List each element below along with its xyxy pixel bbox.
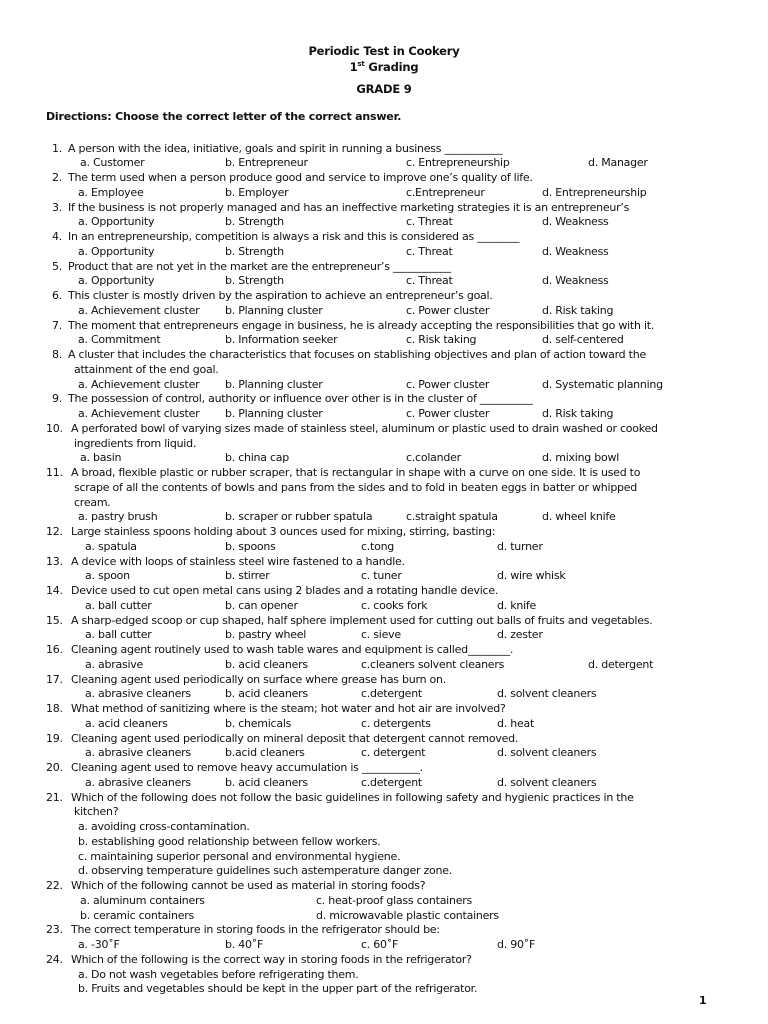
answer-option: c. Threat	[406, 244, 453, 258]
answer-option: a. abrasive cleaners	[85, 746, 191, 760]
answer-option: d. Risk taking	[542, 303, 614, 317]
question-text: Which of the following cannot be used as material in storing foods?	[71, 879, 426, 892]
answer-option: a. Opportunity	[78, 215, 155, 229]
answer-option: c. Power cluster	[406, 303, 490, 317]
question-text: The moment that entrepreneurs engage in business, he is already accepting the responsibilities that go with it.	[68, 318, 655, 332]
answer-option: b. spoons	[225, 539, 276, 553]
answer-option: a. basin	[80, 451, 122, 465]
answer-option: c. 60˚F	[361, 938, 399, 951]
question-number: 14.	[46, 584, 63, 597]
answer-option: d. 90˚F	[497, 938, 536, 951]
answer-option: d. observing temperature guidelines such astemperature danger zone.	[78, 864, 452, 878]
answer-option: b. acid cleaners	[225, 657, 308, 671]
question-text: A broad, flexible plastic or rubber scraper, that is rectangular in shape with a curve on one side. It is used to	[71, 466, 641, 479]
answer-option: d. Manager	[588, 156, 648, 170]
answer-option: c.Entrepreneur	[406, 185, 485, 199]
answer-option: c.detergent	[361, 775, 422, 789]
answer-option: d. heat	[497, 716, 535, 730]
question-text: Cleaning agent used periodically on surface where grease has burn on.	[71, 672, 446, 686]
answer-option: b. chemicals	[225, 716, 292, 730]
answer-option: c. Power cluster	[406, 377, 490, 391]
answer-option: b. acid cleaners	[225, 687, 308, 701]
answer-option: d. solvent cleaners	[497, 687, 597, 701]
question-text: Large stainless spoons holding about 3 ounces used for mixing, stirring, basting:	[71, 525, 496, 538]
answer-option: c. Threat	[406, 274, 453, 288]
answer-option: d. self-centered	[542, 333, 624, 347]
answer-option: b. Fruits and vegetables should be kept in the upper part of the refrigerator.	[78, 982, 478, 996]
question-number: 10.	[46, 421, 63, 435]
question-text: cream.	[74, 495, 111, 509]
answer-option: c.colander	[406, 451, 461, 465]
question-number: 24.	[46, 952, 63, 966]
answer-option: b. Strength	[225, 244, 284, 258]
answer-option: d. solvent cleaners	[497, 746, 597, 760]
answer-option: b. china cap	[225, 451, 290, 465]
answer-option: a. Achievement cluster	[78, 407, 200, 420]
answer-option: a. pastry brush	[78, 510, 158, 524]
question-number: 18.	[46, 702, 63, 715]
answer-option: a. Achievement cluster	[78, 303, 200, 317]
answer-option: a. ball cutter	[85, 598, 152, 612]
question-text: Cleaning agent used to remove heavy accumulation is ___________.	[71, 761, 423, 774]
answer-option: a. ball cutter	[85, 628, 152, 642]
answer-option: c. Power cluster	[406, 407, 490, 420]
question-text: Cleaning agent routinely used to wash table wares and equipment is called________.	[71, 643, 514, 656]
question-text: This cluster is mostly driven by the aspiration to achieve an entrepreneur’s goal.	[68, 289, 493, 302]
answer-option: a. Achievement cluster	[78, 377, 200, 391]
answer-option: d. mixing bowl	[542, 451, 620, 465]
answer-option: a. Employee	[78, 185, 144, 199]
answer-option: c. maintaining superior personal and environmental hygiene.	[78, 849, 401, 863]
answer-option: d. knife	[497, 598, 537, 612]
answer-option: c. sieve	[361, 628, 401, 642]
answer-option: a. spoon	[85, 569, 130, 583]
answer-option: b. scraper or rubber spatula	[225, 510, 373, 524]
answer-option: b. Planning cluster	[225, 377, 323, 391]
answer-option: a. Opportunity	[78, 274, 155, 288]
question-number: 21.	[46, 790, 63, 804]
question-number: 11.	[46, 466, 63, 479]
answer-option: d. wire whisk	[497, 569, 566, 583]
grading-ordinal: st	[357, 60, 365, 69]
answer-option: c.detergent	[361, 687, 422, 701]
answer-option: d. turner	[497, 539, 543, 553]
answer-option: a. Do not wash vegetables before refrigerating them.	[78, 967, 359, 981]
answer-option: b. Strength	[225, 274, 284, 288]
question-number: 19.	[46, 731, 63, 745]
answer-option: b. stirrer	[225, 569, 270, 583]
answer-option: b. Employer	[225, 185, 289, 199]
question-text: A cluster that includes the characteristics that focuses on stablishing objectives and plan of action toward the	[68, 348, 646, 361]
question-number: 12.	[46, 525, 63, 538]
answer-option: b. Planning cluster	[225, 407, 323, 420]
question-number: 22.	[46, 879, 63, 892]
question-number: 4.	[52, 230, 62, 243]
answer-option: b. acid cleaners	[225, 775, 308, 789]
question-text: The correct temperature in storing foods in the refrigerator should be:	[71, 923, 440, 937]
question-number: 2.	[52, 171, 62, 184]
answer-option: b. 40˚F	[225, 938, 264, 951]
answer-option: c. tuner	[361, 569, 402, 583]
question-text: Product that are not yet in the market are the entrepreneur’s ___________	[68, 259, 451, 273]
question-number: 23.	[46, 923, 63, 937]
question-number: 8.	[52, 348, 62, 361]
question-text: attainment of the end goal.	[74, 362, 219, 376]
question-text: In an entrepreneurship, competition is always a risk and this is considered as ________	[68, 230, 520, 243]
question-number: 5.	[52, 259, 62, 273]
page-number: 1	[699, 994, 707, 1007]
question-text: scrape of all the contents of bowls and pans from the sides and to fold in beaten eggs in batter or whipped	[74, 480, 638, 494]
answer-option: c. Entrepreneurship	[406, 156, 510, 170]
answer-option: b. Information seeker	[225, 333, 338, 347]
answer-option: a. spatula	[85, 539, 137, 553]
answer-option: d. Systematic planning	[542, 377, 663, 391]
answer-option: b. ceramic containers	[80, 908, 194, 922]
answer-option: d. microwavable plastic containers	[316, 908, 499, 922]
grading-word: Grading	[368, 60, 419, 74]
answer-option: d. Weakness	[542, 215, 609, 229]
answer-option: a. -30˚F	[78, 938, 120, 951]
answer-option: c.cleaners solvent cleaners	[361, 657, 505, 671]
question-text: A device with loops of stainless steel wire fastened to a handle.	[71, 554, 405, 568]
grading-number: 1	[349, 60, 358, 74]
answer-option: b. establishing good relationship between fellow workers.	[78, 834, 381, 848]
question-text: Which of the following is the correct way in storing foods in the refrigerator?	[71, 952, 472, 966]
question-text: ingredients from liquid.	[74, 436, 197, 450]
answer-option: b.acid cleaners	[225, 746, 305, 760]
grade-label: GRADE 9	[356, 82, 412, 96]
answer-option: c. heat-proof glass containers	[316, 893, 472, 907]
question-text: The possession of control, authority or influence over other is in the cluster of __________	[68, 392, 533, 406]
answer-option: c. Risk taking	[406, 333, 477, 347]
question-text: Cleaning agent used periodically on mineral deposit that detergent cannot removed.	[71, 731, 519, 745]
question-text: Which of the following does not follow the basic guidelines in following safety and hygienic practices in the	[71, 790, 634, 804]
question-text: A perforated bowl of varying sizes made of stainless steel, aluminum or plastic used to drain washed or cooked	[71, 421, 658, 435]
question-number: 6.	[52, 289, 62, 302]
answer-option: c. Threat	[406, 215, 453, 229]
answer-option: d. Entrepreneurship	[542, 185, 647, 199]
question-text: Device used to cut open metal cans using 2 blades and a rotating handle device.	[71, 584, 499, 597]
answer-option: d. Weakness	[542, 244, 609, 258]
answer-option: c. cooks fork	[361, 598, 428, 612]
answer-option: c. detergents	[361, 716, 431, 730]
question-number: 17.	[46, 672, 63, 686]
question-number: 1.	[52, 141, 62, 155]
answer-option: a. acid cleaners	[85, 716, 168, 730]
answer-option: a. Customer	[80, 156, 145, 170]
answer-option: b. Strength	[225, 215, 284, 229]
grading-label	[0, 60, 768, 74]
directions: Directions: Choose the correct letter of the correct answer.	[46, 110, 402, 123]
answer-option: b. Entrepreneur	[225, 156, 308, 170]
question-text: kitchen?	[74, 805, 119, 819]
answer-option: d. Risk taking	[542, 407, 614, 420]
answer-option: a. abrasive cleaners	[85, 687, 191, 701]
answer-option: a. aluminum containers	[80, 893, 205, 907]
answer-option: b. can opener	[225, 598, 298, 612]
answer-option: c. detergent	[361, 746, 426, 760]
question-number: 15.	[46, 613, 63, 627]
answer-option: d. detergent	[588, 657, 654, 671]
answer-option: d. Weakness	[542, 274, 609, 288]
answer-option: c.tong	[361, 539, 395, 553]
answer-option: b. pastry wheel	[225, 628, 307, 642]
question-text: A person with the idea, initiative, goals and spirit in running a business ___________	[68, 141, 503, 155]
answer-option: a. abrasive cleaners	[85, 775, 191, 789]
answer-option: a. Opportunity	[78, 244, 155, 258]
answer-option: a. Commitment	[78, 333, 161, 347]
question-number: 20.	[46, 761, 63, 774]
question-number: 3.	[52, 200, 62, 214]
answer-option: c.straight spatula	[406, 510, 498, 524]
question-number: 7.	[52, 318, 62, 332]
question-number: 13.	[46, 554, 63, 568]
question-text: What method of sanitizing where is the steam; hot water and hot air are involved?	[71, 702, 506, 715]
question-number: 16.	[46, 643, 63, 656]
question-text: If the business is not properly managed and has an ineffective marketing strategies it is an entrepreneur’s	[68, 200, 630, 214]
answer-option: b. Planning cluster	[225, 303, 323, 317]
answer-option: d. wheel knife	[542, 510, 616, 524]
question-text: A sharp-edged scoop or cup shaped, half sphere implement used for cutting out balls of fruits and vegetables.	[71, 613, 653, 627]
question-text: The term used when a person produce good and service to improve one’s quality of life.	[68, 171, 533, 184]
question-number: 9.	[52, 392, 62, 406]
answer-option: d. solvent cleaners	[497, 775, 597, 789]
answer-option: d. zester	[497, 628, 543, 642]
test-title: Periodic Test in Cookery	[308, 44, 460, 58]
answer-option: a. avoiding cross-contamination.	[78, 820, 250, 833]
answer-option: a. abrasive	[85, 657, 144, 671]
